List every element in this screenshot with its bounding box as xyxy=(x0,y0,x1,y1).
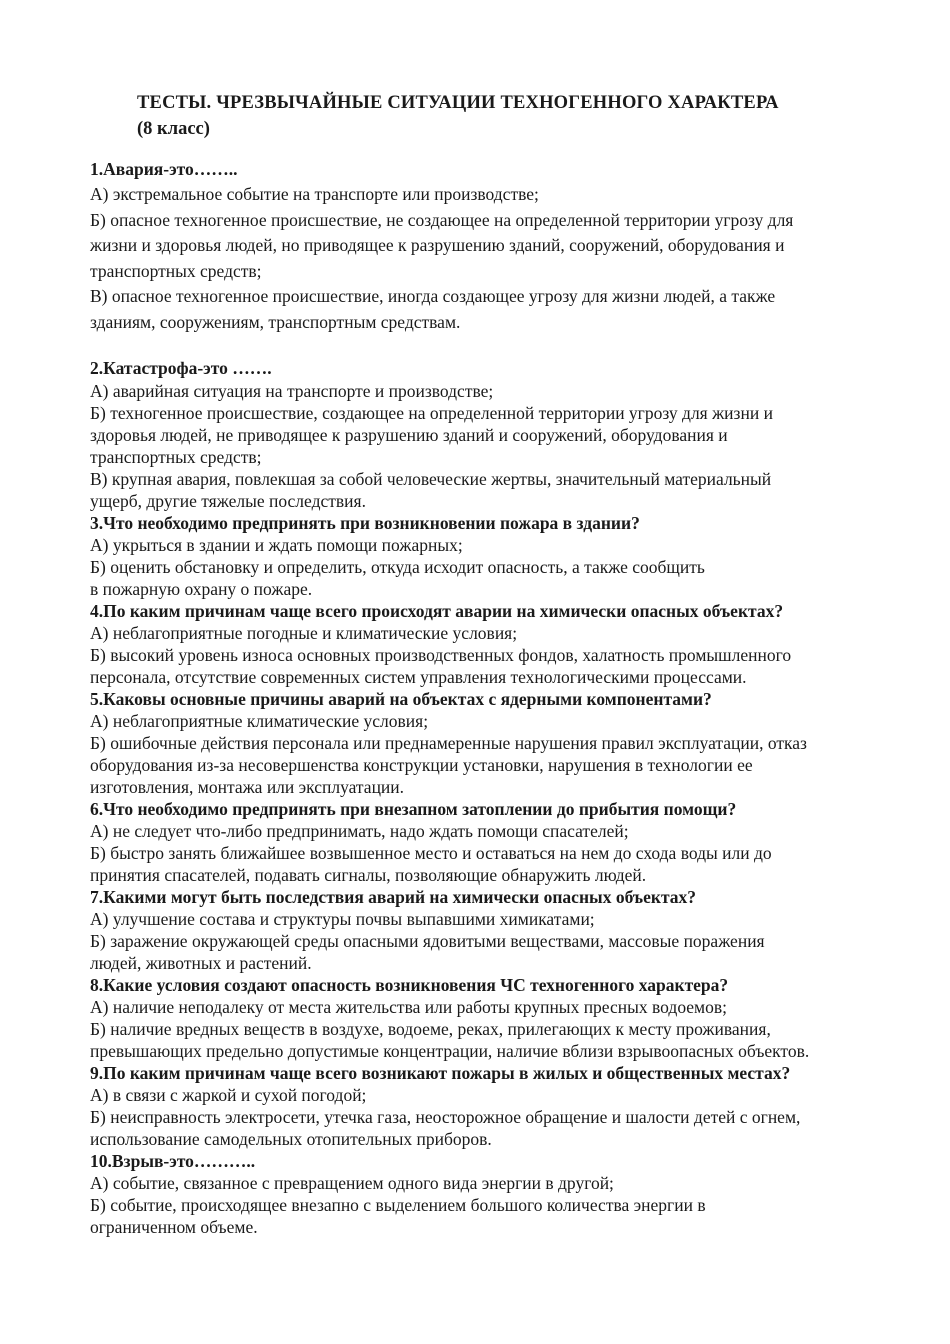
answer-line: использование самодельных отопительных приборов. xyxy=(90,1129,492,1149)
question-title: 4.По каким причинам чаще всего происходят аварии на химически опасных объектах? xyxy=(90,601,784,621)
question-title: 2.Катастрофа-это ……. xyxy=(90,358,272,378)
question-7 xyxy=(90,886,890,974)
answer-line: Б) быстро занять ближайшее возвышенное место и оставаться на нем до схода воды или до xyxy=(90,843,772,863)
answer-line: А) аварийная ситуация на транспорте и производстве; xyxy=(90,381,494,401)
answer-line: Б) наличие вредных веществ в воздухе, водоеме, реках, прилегающих к месту проживания, xyxy=(90,1019,771,1039)
answer-line: превышающих предельно допустимые концентрации, наличие вблизи взрывоопасных объектов. xyxy=(90,1041,810,1061)
answer-line: оборудования из-за несовершенства конструкции установки, нарушения в технологии ее xyxy=(90,755,753,775)
answer-line: А) событие, связанное с превращением одного вида энергии в другой; xyxy=(90,1173,614,1193)
answer-line: принятия спасателей, подавать сигналы, позволяющие обнаружить людей. xyxy=(90,865,647,885)
answer-line: транспортных средств; xyxy=(90,260,262,281)
answer-line: Б) заражение окружающей среды опасными ядовитыми веществами, массовые поражения xyxy=(90,931,765,951)
answer-line: персонала, отсутствие современных систем управления технологическими процессами. xyxy=(90,667,747,687)
answer-line: Б) техногенное происшествие, создающее на определенной территории угрозу для жизни и xyxy=(90,403,773,423)
document-subtitle: (8 класс) xyxy=(137,119,210,139)
answer-line: А) не следует что-либо предпринимать, надо ждать помощи спасателей; xyxy=(90,821,629,841)
answer-line: А) улучшение состава и структуры почвы выпавшими химикатами; xyxy=(90,909,595,929)
question-title: 9.По каким причинам чаще всего возникают пожары в жилых и общественных местах? xyxy=(90,1063,791,1083)
answer-line: в пожарную охрану о пожаре. xyxy=(90,579,313,599)
answer-line: А) неблагоприятные климатические условия; xyxy=(90,711,429,731)
answer-line: А) в связи с жаркой и сухой погодой; xyxy=(90,1085,367,1105)
answer-line: А) укрыться в здании и ждать помощи пожарных; xyxy=(90,535,463,555)
answer-line: людей, животных и растений. xyxy=(90,953,312,973)
answer-line: ограниченном объеме. xyxy=(90,1217,258,1237)
answer-line: А) неблагоприятные погодные и климатические условия; xyxy=(90,623,518,643)
question-title: 1.Авария-это…….. xyxy=(90,159,238,179)
answer-line: Б) высокий уровень износа основных производственных фондов, халатность промышленного xyxy=(90,645,792,665)
question-9 xyxy=(90,1062,890,1150)
answer-line: здоровья людей, не приводящее к разрушению зданий и сооружений, оборудования и xyxy=(90,425,728,445)
answer-line: Б) неисправность электросети, утечка газа, неосторожное обращение и шалости детей с огнем, xyxy=(90,1107,801,1127)
answer-line: зданиям, сооружениям, транспортным средствам. xyxy=(90,311,461,332)
answer-line: Б) ошибочные действия персонала или преднамеренные нарушения правил эксплуатации, отказ xyxy=(90,733,807,753)
question-title: 8.Какие условия создают опасность возникновения ЧС техногенного характера? xyxy=(90,975,729,995)
question-6 xyxy=(90,798,890,886)
question-4 xyxy=(90,600,890,688)
answer-line: транспортных средств; xyxy=(90,447,262,467)
answer-line: жизни и здоровья людей, но приводящее к разрушению зданий, сооружений, оборудования и xyxy=(90,235,785,255)
question-title: 10.Взрыв-это……….. xyxy=(90,1151,256,1171)
question-title: 5.Каковы основные причины аварий на объектах с ядерными компонентами? xyxy=(90,689,712,709)
question-1 xyxy=(90,158,890,335)
answer-line: ущерб, другие тяжелые последствия. xyxy=(90,491,366,511)
answer-line: А) экстремальное событие на транспорте или производстве; xyxy=(90,184,539,204)
question-3 xyxy=(90,512,890,600)
answer-line: В) опасное техногенное происшествие, иногда создающее угрозу для жизни людей, а также xyxy=(90,286,776,306)
question-title: 3.Что необходимо предпринять при возникновении пожара в здании? xyxy=(90,513,640,533)
question-2 xyxy=(90,357,890,512)
questions-list xyxy=(90,158,890,1238)
answer-line: А) наличие неподалеку от места жительства или работы крупных пресных водоемов; xyxy=(90,997,727,1017)
question-title: 6.Что необходимо предпринять при внезапном затоплении до прибытия помощи? xyxy=(90,799,737,819)
question-8 xyxy=(90,974,890,1062)
answer-line: В) крупная авария, повлекшая за собой человеческие жертвы, значительный материальный xyxy=(90,469,772,489)
question-title: 7.Какими могут быть последствия аварий на химически опасных объектах? xyxy=(90,887,696,907)
document-title: ТЕСТЫ. ЧРЕЗВЫЧАЙНЫЕ СИТУАЦИИ ТЕХНОГЕННОГО ХАРАКТЕРА xyxy=(137,93,779,113)
document-header xyxy=(137,90,897,142)
question-10 xyxy=(90,1150,890,1238)
answer-line: Б) оценить обстановку и определить, откуда исходит опасность, а также сообщить xyxy=(90,557,705,577)
answer-line: изготовления, монтажа или эксплуатации. xyxy=(90,777,405,797)
answer-line: Б) опасное техногенное происшествие, не создающее на определенной территории угрозу для xyxy=(90,209,794,230)
question-5 xyxy=(90,688,890,798)
answer-line: Б) событие, происходящее внезапно с выделением большого количества энергии в xyxy=(90,1195,706,1215)
